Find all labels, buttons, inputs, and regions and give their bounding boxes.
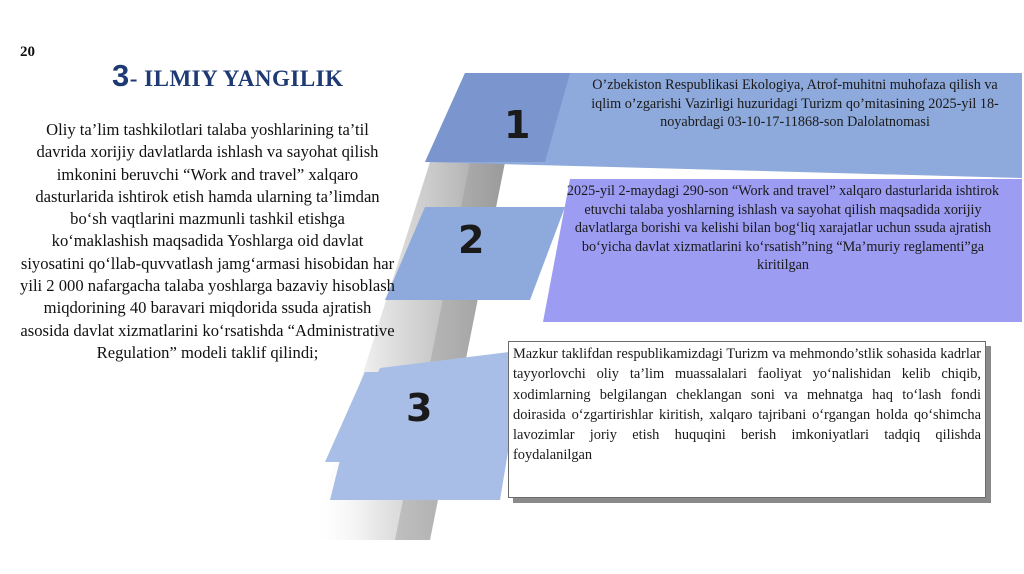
step-3-text: Mazkur taklifdan respublikamizdagi Turizm va mehmondo’stlik sohasida kadrlar tayyorlovchi oliy ta’lim muassalalari faoliyat yo‘nalishidan kelib chiqib, xodimlarning belgilangan cheklangan soni va mehnatga haq to‘lash fondi doirasida o‘zgartirishlar kiritish, xalqaro tajribani o‘rgangan holda qo‘shimcha lavozimlar joriy etish huquqini berish imkoniyatlari tadqiq qilishda foydalanilgan [508,341,986,498]
title-number: 3 [112,58,130,93]
step-2-text: 2025-yil 2-maydagi 290-son “Work and travel” xalqaro dasturlarida ishtirok etuvchi talaba yoshlarning ishlash va sayohat qilish maqsadida xorijiy davlatlarga borishi va kelishi bilan bog‘liq xarajatlar uchun ssuda ajratish bo‘yicha davlat xizmatlarini ko‘rsatish”ning “Ma’muriy reglamenti”ga kiritilgan [566,183,1000,274]
step-1-text: O’zbekiston Respublikasi Ekologiya, Atrof-muhitni muhofaza qilish va iqlim o’zgarishi Vazirligi huzuridagi Turizm qo’mitasining 2025-yil 18-noyabrdagi 03-10-17-11868-son Dalolatnomasi [591,77,999,131]
body-paragraph: Oliy ta’lim tashkilotlari talaba yoshlarining ta’til davrida xorijiy davlatlarda ishlash va sayohat qilish imkonini beruvchi “Work and travel” xalqaro dasturlarida ishtirok etish hamda ularning ta’limdan bo‘sh vaqtlarini mazmunli tashkil etishga ko‘maklashish maqsadida Yoshlarga oid davlat siyosatini qo‘llab-quvvatlash jamg‘armasi hisobidan har yili 2 000 nafargacha talaba yoshlarga bazaviy hisoblash miqdorining 40 baravari miqdorida ssuda ajratish asosida davlat xizmatlarini ko‘rsatishda “Administrative Regulation” modeli taklif qilindi; [20,120,395,362]
step-2-number: 2 [458,218,485,262]
slide-title [112,58,344,94]
step-3-number: 3 [406,386,433,430]
page-number: 20 [20,44,35,60]
title-text: - ILMIY YANGILIK [129,66,344,91]
step-1-number: 1 [504,103,531,147]
step-1-tab [425,73,570,162]
